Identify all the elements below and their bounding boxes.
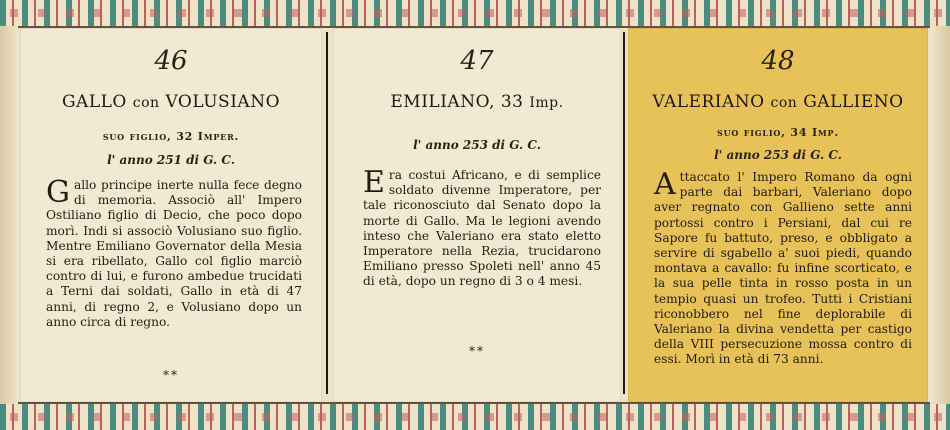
bottom-decorative-border (0, 402, 950, 430)
entry-year: l' anno 251 di G. C. (107, 153, 235, 167)
entry-number: 47 (460, 46, 494, 76)
entry-text: Gallo principe inerte nulla fece degno di memoria. Associò all' Impero Ostiliano figlio di Decio, che poco dopo morì. Indi si associò Volusiano suo figlio. Mentre Emiliano Governator della Mesia si era ribellato, Gallo col figlio marciò contro di lui, e furono ambedue trucidati a Terni dai soldati, Gallo in età di 47 anni, di regno 2, e Volusiano dopo un anno circa di regno. (46, 175, 302, 329)
entry-year: l' anno 253 di G. C. (714, 148, 842, 162)
entry-panel-46 (20, 28, 322, 402)
title-rest: GALLIENO (803, 92, 904, 112)
column-divider (326, 32, 328, 394)
entry-number: 46 (154, 46, 188, 76)
title-connector: con (770, 95, 798, 111)
title-rest: VOLUSIANO (165, 92, 281, 112)
entry-year: l' anno 253 di G. C. (413, 138, 541, 152)
entry-panel-47 (333, 28, 621, 402)
column-divider (623, 32, 625, 394)
title-connector: con (132, 95, 160, 111)
entry-text: Era costui Africano, e di semplice soldato divenne Imperatore, per tale riconosciuto dal Senato dopo la morte di Gallo. Ma le legioni avendo inteso che Valeriano era stato eletto Imperatore nella Rezia, trucidarono Emiliano presso Spoleti nell' anno 45 di età, dopo un regno di 3 o 4 mesi. (363, 165, 601, 289)
right-page-edge (930, 26, 950, 404)
entry-title (20, 92, 322, 112)
title-main: EMILIANO, 33 (390, 92, 524, 112)
top-decorative-border (0, 0, 950, 28)
title-main: VALERIANO (652, 92, 765, 112)
title-connector: Imp. (529, 95, 564, 111)
entry-subtitle: suo figlio, 32 Imper. (102, 130, 240, 143)
ornament-stars: ** (469, 344, 485, 358)
left-page-edge (0, 26, 18, 404)
title-main: GALLO (61, 92, 127, 112)
entry-title (628, 92, 928, 112)
entry-text: Attaccato l' Impero Romano da ogni parte dai barbari, Valeriano dopo aver regnato con Gallieno sette anni portossi contro i Persiani, dal cui re Sapore fu battuto, preso, e obbligato a servire di sgabello a' suoi piedi, quando montava a cavallo: fu infine scorticato, e la sua pelle tinta in rosso posta in un tempio quasi un trofeo. Tutti i Cristiani riconobbero nel fine deplorabile di Valeriano la divina vendetta per castigo della VIII persecuzione mossa contro di essi. Morì in età di 73 anni. (654, 167, 912, 367)
entry-number: 48 (761, 46, 795, 76)
entry-title (333, 92, 621, 112)
entry-subtitle: suo figlio, 34 Imp. (717, 126, 839, 139)
ornament-stars: ** (163, 368, 179, 382)
entry-panel-48 (628, 28, 928, 402)
